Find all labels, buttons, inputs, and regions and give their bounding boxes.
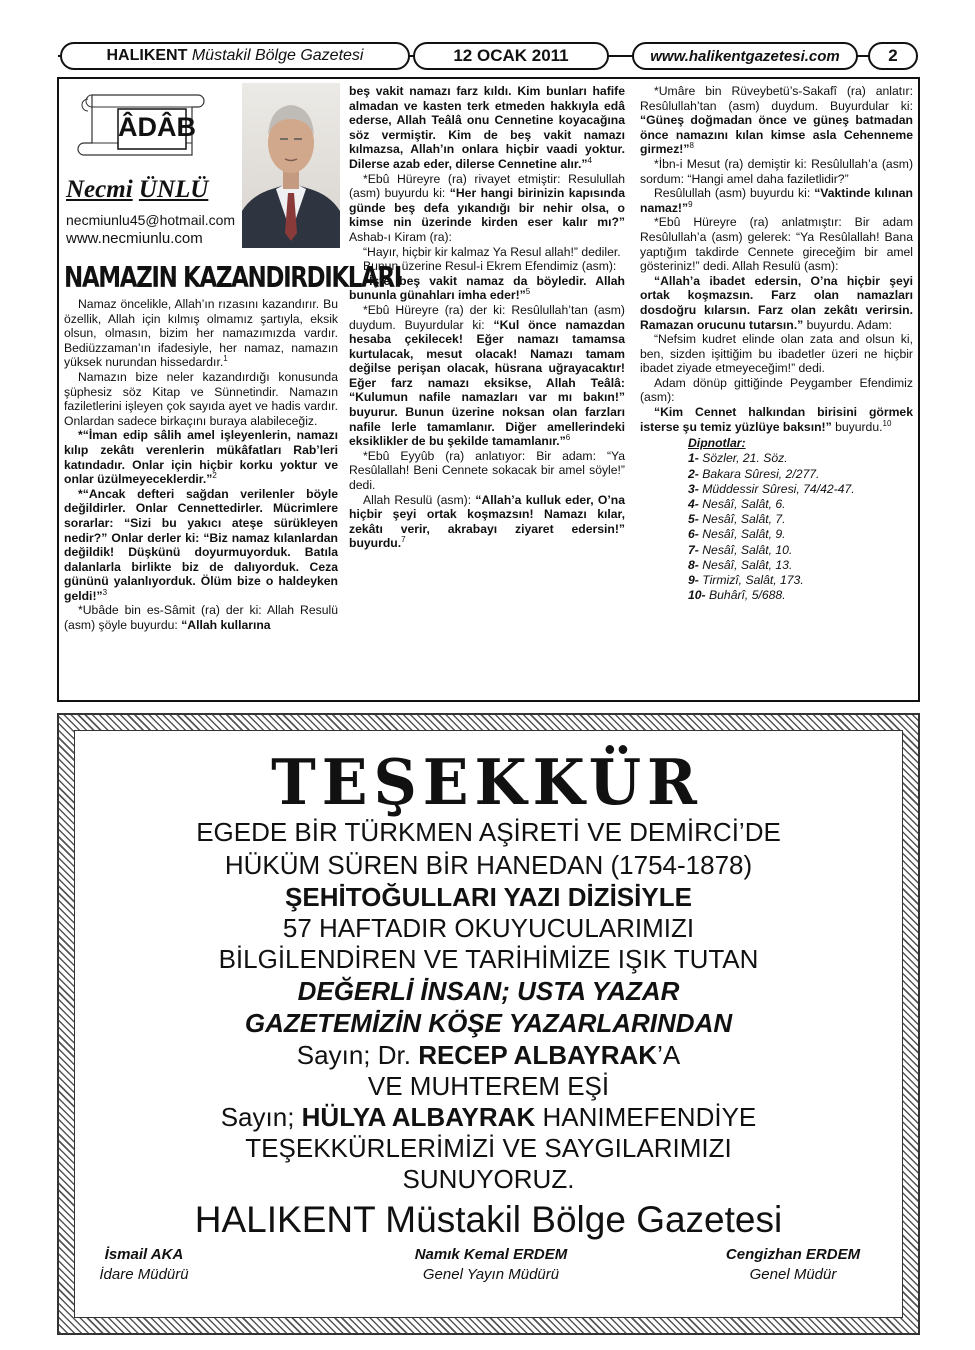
author-photo [242, 83, 340, 248]
header-paper-name [60, 42, 410, 70]
footnote-ref: 3 [102, 587, 108, 597]
c3-paragraph-1 [640, 84, 913, 157]
footnote-number: 2- [688, 466, 703, 481]
footnote-ref: 1 [223, 354, 228, 364]
article-headline: NAMAZIN KAZANDIRDIKLARI [64, 262, 401, 295]
ad-l8-name: RECEP ALBAYRAK [418, 1040, 658, 1070]
ad-l10-suffix: HANIMEFENDİYE [535, 1102, 757, 1132]
footnote-text: Nesâî, Salât, 9. [702, 527, 786, 542]
c2-paragraph-6 [349, 303, 625, 449]
footnote-ref: 5 [525, 287, 531, 297]
footnote-number: 10- [688, 588, 710, 603]
c2-paragraph-3 [349, 245, 625, 260]
footnotes-title: Dipnotlar: [688, 436, 746, 451]
author-last: ÜNLÜ [138, 176, 209, 203]
c2-p8-quote: “Allah’a kulluk eder, O’na hiçbir şeyi ortak koşmazsın! Namazı kılar, zekâtı verir, akrabayı ziyaret edersin!” buyurdu. [349, 492, 625, 551]
ad-l10-name: HÜLYA ALBAYRAK [301, 1102, 536, 1132]
footnote-text: Tirmizî, Salât, 173. [702, 573, 804, 588]
footnote-text: Nesâî, Salât, 13. [702, 557, 793, 572]
article-column-2 [349, 84, 625, 551]
footnote-item [688, 467, 913, 482]
c2-p8-text: Allah Resulü (asm): [363, 492, 476, 507]
signature-block [54, 1245, 234, 1285]
c3-p4-text: *Ebû Hüreyre (ra) anlatmıştır: Bir adam Resûlullah’a (asm) gelerek: “Ya Resûlallah! Bana yaptığım takdirde Cennete gireceğim bir amel gösteriniz!” dedi. Allah Resulü (asm): [640, 215, 913, 274]
ad-l10-prefix: Sayın; [220, 1102, 302, 1132]
ad-line-12: SUNUYORUZ. [402, 1164, 575, 1194]
footnote-ref: 2 [212, 471, 217, 481]
author-website: www.necmiunlu.com [66, 230, 203, 247]
c3-paragraph-2 [640, 157, 913, 186]
header-date [413, 42, 609, 70]
c2-p6-text: *Ebû Hüreyre (ra) der ki: Resûlullah’tan (asm) duydum. Buyurdular ki: [349, 302, 625, 332]
signature-name: Namık Kemal ERDEM [414, 1246, 568, 1263]
c3-p5-tail: buyurdu. Adam: [803, 317, 892, 332]
c2-p1-text: beş vakit namazı farz kıldı. Kim bunları hafife almadan ve kasten terk etmeden hakkıyla edâ ederse, Allah Teâlâ onu Cennetine koyacağına söz vermiştir. Kim de beş vakit namazı kılmazsa, Allah’ın onlara hiçbir vaadi yoktur. Dilerse azab eder, dilerse Cennetine alır.” [349, 84, 625, 171]
c2-p7-text: *Ebû Eyyûb (ra) anlatıyor: Bir adam: “Ya Resûlallah! Beni Cennete sokacak bir amel söyle!” dedi. [349, 448, 625, 493]
c2-p2-quote: “Her hangi birinizin kapısında günde beş defa yıkandığı bir nehir olsa, o kimse nin üzerinde kirden eser kalır mı?” [349, 186, 625, 230]
paper-subtitle: Müstakil Bölge Gazetesi [191, 47, 364, 64]
signature-role: İdare Müdürü [99, 1266, 189, 1283]
footnote-text: Buhârî, 5/688. [709, 588, 786, 603]
author-first: Necmi [66, 176, 133, 203]
c2-paragraph-5 [349, 274, 625, 303]
signature-name: İsmail AKA [104, 1246, 184, 1263]
footnote-number: 7- [688, 542, 703, 557]
c1-paragraph-1 [64, 297, 338, 370]
c3-paragraph-3 [640, 186, 913, 215]
signature-block [693, 1245, 893, 1285]
ad-l8-suffix: ’A [657, 1040, 681, 1070]
c1-p3-text: *“İman edip sâlih amel işleyenlerin, namazı kılıp zekâtı verenlerin mükâfatları Rab’leri katındadır. Onlar için hiçbir korku yoktur ve onlar üzülmeyeceklerdir.” [64, 428, 338, 487]
portrait-illustration [242, 83, 340, 248]
footnote-ref: 9 [688, 199, 693, 209]
header-website [632, 42, 858, 70]
c1-paragraph-4 [64, 487, 338, 604]
c2-p3-text: “Hayır, hiçbir kir kalmaz Ya Resul allah!” dediler. [363, 244, 621, 259]
footnote-text: Nesâî, Salât, 6. [702, 497, 786, 512]
c1-p5-quote: “Allah kullarına [181, 618, 271, 633]
footnote-item [688, 451, 913, 466]
footnote-item [688, 497, 913, 512]
c3-paragraph-4 [640, 215, 913, 273]
footnote-number: 1- [688, 451, 703, 466]
c1-p4-text: *“Ancak defteri sağdan verilenler böyle değildirler. Onlar Cennettedirler. Mücrimlere sorarlar: “Sizi bu yakıcı ateşe sürükleyen nedir?” Onlar derler ki: “Biz namaz kılanlardan değildik! Düşkünü doyurmuyorduk. Batıla dalanlarla birlikte biz de dalıyorduk. Ceza gününü yalanlıyorduk. Ölüm bize o haldeyken geldi!” [64, 486, 338, 603]
author-name [66, 176, 208, 204]
c3-p2-text: *İbn-i Mesut (ra) demiştir ki: Resûlullah’a (asm) sordum: “Hangi amel daha faziletlidir?” [640, 156, 913, 186]
footnote-number: 8- [688, 557, 703, 572]
page-number-text: 2 [888, 46, 898, 65]
signature-role: Genel Yayın Müdürü [422, 1266, 560, 1283]
footnote-number: 4- [688, 497, 703, 512]
c1-p1-text: Namaz öncelikle, Allah’ın rızasını kazandırır. Bu özellik, Allah için kılmış olmamız şartıyla, eksik olsun, olmasın, bizim her namazımızda vardır. Bediüzzaman’ın ifadesiyle, her namaz, namazın yüksek nurundan hissedardır. [64, 297, 338, 370]
c3-p6-text: “Nefsim kudret elinde olan zata and olsun ki, ben, sizden işittiğim bu ibadetler üzeri ne hiçbir ibadet ziyade etmeyeceğim!” dedi. [640, 332, 913, 376]
footnote-ref: 4 [587, 155, 592, 165]
footnote-number: 3- [688, 481, 703, 496]
footnote-item [688, 527, 913, 542]
c3-p5-quote: “Allah’a ibadet edersin, O’na hiçbir şeyi ortak koşmazsın. Farz olan namazları dosdoğru kılarsın. Farz olan zekâtı verirsin. Ramazan orucunu tutarsın.” [640, 273, 913, 332]
footnote-item [688, 588, 913, 603]
ad-line-6: DEĞERLİ İNSAN; USTA YAZAR [297, 976, 680, 1006]
c1-paragraph-2 [64, 370, 338, 428]
ad-line-2: HÜKÜM SÜREN BİR HANEDAN (1754-1878) [224, 850, 753, 880]
footnote-item [688, 573, 913, 588]
c2-paragraph-1 [349, 84, 625, 172]
ad-line-7: GAZETEMİZİN KÖŞE YAZARLARINDAN [244, 1008, 733, 1038]
footnote-text: Nesâî, Salât, 7. [702, 512, 786, 527]
paper-name: HALIKENT [106, 47, 188, 64]
article-column-1 [64, 297, 338, 633]
c2-paragraph-7 [349, 449, 625, 493]
c1-paragraph-3 [64, 428, 338, 486]
c2-p6-quote: “Kul önce namazdan hesaba çekilecek! Eğer namazı tamamsa kurtulacak, mesut olacak! Namazı tamam değilse perişan olacak, hüsrana uğrayacaktır! Eğer farz namazı eksikse, Allah Teâlâ: “Kulumun nafile namazları var mı bakın!” buyurur. Bunun üzerine noksan olan farzları nafile lerle tamamlanır. Diğer amellerindeki eksiklikler de bu şekilde tamamlanır.” [349, 317, 625, 449]
c3-paragraph-5 [640, 274, 913, 332]
footnotes-list [688, 451, 913, 603]
c3-p7-text: Adam dönüp gittiğinde Peygamber Efendimiz (asm): [640, 375, 913, 405]
ad-line-4: 57 HAFTADIR OKUYUCULARIMIZI [282, 913, 695, 943]
footnote-ref: 7 [401, 535, 406, 545]
ad-line-3: ŞEHİTOĞULLARI YAZI DİZİSİYLE [285, 882, 692, 912]
c2-p2-tail: Ashab-ı Kiram (ra): [349, 229, 452, 244]
c3-p8-tail: buyurdu. [831, 419, 883, 434]
footnote-item [688, 512, 913, 527]
ad-line-10 [70, 1102, 907, 1132]
c2-p2-text: *Ebû Hüreyre (ra) rivayet etmiştir: Resulullah (asm) buyurdu ki: [349, 171, 625, 201]
footnote-ref: 8 [689, 141, 694, 151]
c3-p3-text: Resûlullah (asm) buyurdu ki: [654, 186, 815, 201]
footnote-item [688, 482, 913, 497]
c2-paragraph-8 [349, 493, 625, 551]
footnotes [688, 436, 913, 603]
article-column-3 [640, 84, 913, 603]
c3-paragraph-7 [640, 376, 913, 405]
signature-block [371, 1245, 611, 1285]
ad-l8-prefix: Sayın; Dr. [296, 1040, 419, 1070]
signature-role: Genel Müdür [749, 1266, 837, 1283]
footnote-number: 9- [688, 573, 703, 588]
signature-name: Cengizhan ERDEM [725, 1246, 861, 1263]
author-email: necmiunlu45@hotmail.com [66, 212, 236, 228]
c2-paragraph-2 [349, 172, 625, 245]
c3-p3-quote: “Vaktinde kılınan namaz!” [640, 186, 913, 215]
c3-paragraph-6 [640, 332, 913, 376]
c2-paragraph-4 [349, 259, 625, 274]
date-text: 12 OCAK 2011 [453, 46, 569, 65]
ad-paper-name: HALIKENT Müstakil Bölge Gazetesi [194, 1199, 783, 1240]
ad-line-1: EGEDE BİR TÜRKMEN AŞİRETİ VE DEMİRCİ’DE [196, 817, 781, 847]
ad-title: TEŞEKKÜR [271, 746, 703, 820]
column-banner: ÂDÂB [118, 112, 196, 142]
footnote-item [688, 558, 913, 573]
ad-line-9: VE MUHTEREM EŞİ [367, 1071, 610, 1101]
footnote-text: Sözler, 21. Söz. [702, 451, 788, 466]
c2-p5-text: “İşte beş vakit namaz da böyledir. Allah bununla günahları imha eder!” [349, 273, 625, 303]
c1-p5-text: *Ubâde bin es-Sâmit (ra) der ki: Allah Resulü (asm) şöyle buyurdu: [64, 603, 338, 633]
ad-line-11: TEŞEKKÜRLERİMİZİ VE SAYGILARIMIZI [245, 1133, 732, 1163]
ad-line-8 [70, 1040, 907, 1070]
footnote-text: Müddessir Sûresi, 74/42-47. [702, 481, 855, 496]
c3-paragraph-8 [640, 405, 913, 434]
footnote-text: Nesâî, Salât, 10. [702, 542, 793, 557]
c1-paragraph-5 [64, 603, 338, 632]
footnote-number: 6- [688, 527, 703, 542]
footnote-item [688, 543, 913, 558]
c3-p8-quote: “Kim Cennet halkından birisini görmek isterse şu temiz yüzlüye baksın!” [640, 405, 913, 434]
c2-p4-text: Bunun üzerine Resul-i Ekrem Efendimiz (asm): [363, 259, 617, 274]
page-number [868, 42, 918, 70]
website-text: www.halikentgazetesi.com [650, 47, 840, 65]
ad-line-5: BİLGİLENDİREN VE TARİHİMİZE IŞIK TUTAN [218, 944, 759, 974]
footnote-text: Bakara Sûresi, 2/277. [702, 466, 820, 481]
footnote-ref: 10 [882, 418, 892, 428]
c3-p1-text: *Umâre bin Rüveybetü’s-Sakafî (ra) anlatır: Resûlullah’tan (asm) duydum. Buyurdular ki: [640, 84, 913, 113]
footnote-ref: 6 [565, 433, 571, 443]
c3-p1-quote: “Güneş doğmadan önce ve güneş batmadan önce namazını kılan kimse asla Cehenneme girmez!” [640, 113, 913, 157]
c1-p2-text: Namazın bize neler kazandırdığı konusunda şüphesiz söz Kitap ve Sünnetindir. Namazın faziletlerini işleyen çok sayıda ayet ve hadis vardır. Onlardan sadece birkaçını buraya alabileceğiz. [64, 369, 338, 428]
footnote-number: 5- [688, 512, 703, 527]
